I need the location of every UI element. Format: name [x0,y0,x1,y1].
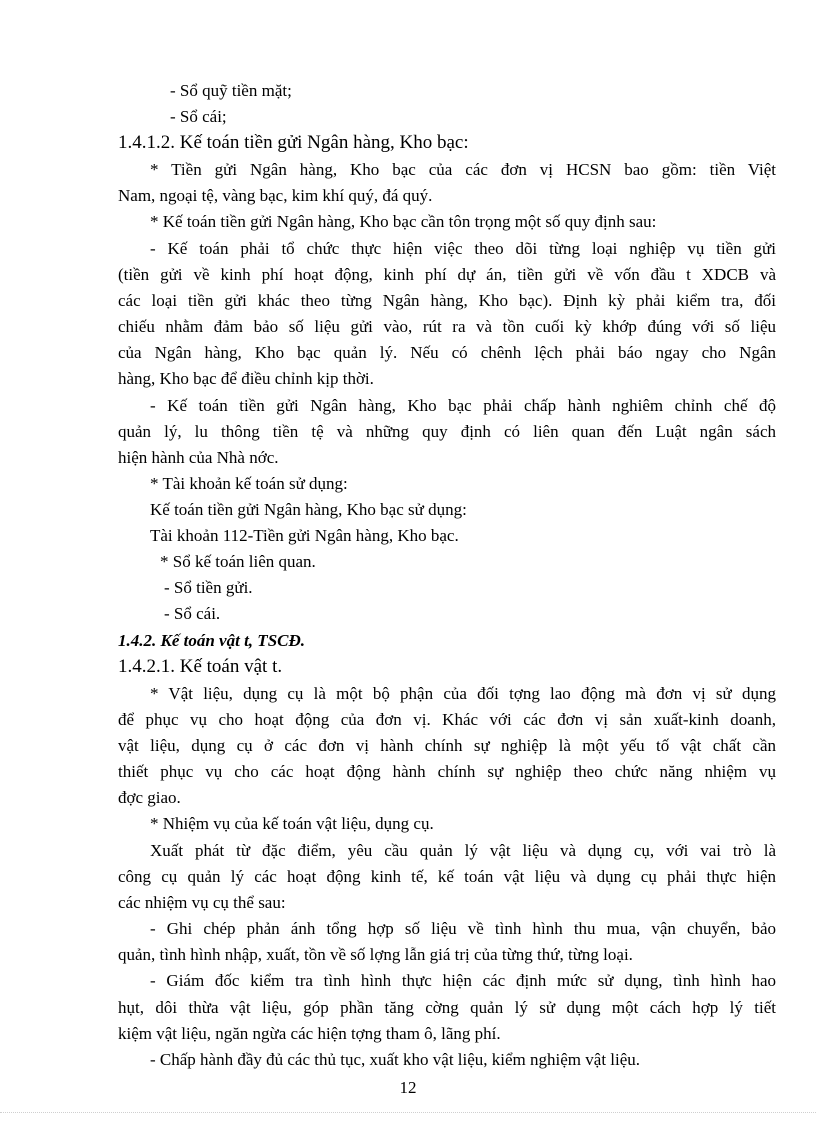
paragraph-line: chiếu nhằm đảm bảo số liệu gửi vào, rút ra và tồn cuối kỳ khớp đúng với số liệu [118,317,776,336]
paragraph-line: * Nhiệm vụ của kế toán vật liệu, dụng cụ. [150,814,434,833]
paragraph-line: kiệm vật liệu, ngăn ngừa các hiện tợng tham ô, lãng phí. [118,1024,501,1043]
paragraph-line: đợc giao. [118,788,181,807]
paragraph-line: công cụ quản lý các hoạt động kinh tế, kế toán vật liệu và dụng cụ phải thực hiện [118,867,776,886]
paragraph-line: quản lý, lu thông tiền tệ và những quy định có liên quan đến Luật ngân sách [118,422,776,441]
paragraph-line: Nam, ngoại tệ, vàng bạc, kim khí quý, đá quý. [118,186,433,205]
paragraph-line: (tiền gửi về kinh phí hoạt động, kinh phí dự án, tiền gửi về vốn đầu t XDCB và [118,265,776,284]
paragraph-line: * Tiền gửi Ngân hàng, Kho bạc của các đơn vị HCSN bao gồm: tiền Việt [150,160,776,179]
paragraph-line: - Kế toán tiền gửi Ngân hàng, Kho bạc phải chấp hành nghiêm chỉnh chế độ [150,396,776,415]
paragraph-line: quản, tình hình nhập, xuất, tồn về số lợng lẫn giá trị của từng thứ, từng loại. [118,945,633,964]
section-heading-1-4-2-1: 1.4.2.1. Kế toán vật t. [118,656,283,677]
paragraph-line: - Giám đốc kiểm tra tình hình thực hiện các định mức sử dụng, tình hình hao [150,971,776,990]
paragraph-line: thiết phục vụ cho các hoạt động hành chính sự nghiệp theo chức năng nhiệm vụ [118,762,776,781]
section-heading-1-4-2: 1.4.2. Kế toán vật t, TSCĐ. [118,631,306,650]
paragraph-line: - Ghi chép phản ánh tổng hợp số liệu về tình hình thu mua, vận chuyển, bảo [150,919,776,938]
paragraph-line: Tài khoản 112-Tiền gửi Ngân hàng, Kho bạc. [150,526,459,545]
list-item-so-cai: - Sổ cái. [164,604,221,623]
paragraph-line: vật liệu, dụng cụ ở các đơn vị hành chính sự nghiệp là một yếu tố vật chất cần [118,736,776,755]
paragraph-line: Kế toán tiền gửi Ngân hàng, Kho bạc sử dụng: [150,500,467,519]
paragraph-line: các loại tiền gửi khác theo từng Ngân hàng, Kho bạc). Định kỳ phải kiểm tra, đối [118,291,776,310]
paragraph-line: * Sổ kế toán liên quan. [160,552,316,571]
paragraph-line: Xuất phát từ đặc điểm, yêu cầu quản lý vật liệu và dụng cụ, với vai trò là [150,841,776,860]
list-item-so-tien-gui: - Sổ tiền gửi. [164,578,253,597]
page-bottom-rule [0,1112,816,1113]
page-number: 12 [399,1078,417,1097]
paragraph-line: - Chấp hành đầy đủ các thủ tục, xuất kho vật liệu, kiểm nghiệm vật liệu. [150,1050,641,1069]
paragraph-line: của Ngân hàng, Kho bạc quản lý. Nếu có chênh lệch phải báo ngay cho Ngân [118,343,776,362]
paragraph-line: hàng, Kho bạc để điều chỉnh kịp thời. [118,369,374,388]
section-heading-1-4-1-2: 1.4.1.2. Kế toán tiền gửi Ngân hàng, Kho bạc: [118,132,469,153]
paragraph-line: để phục vụ cho hoạt động của đơn vị. Khác với các đơn vị sản xuất-kinh doanh, [118,710,776,729]
list-item-so-cai: - Sổ cái; [170,107,227,126]
paragraph-line: * Kế toán tiền gửi Ngân hàng, Kho bạc cần tôn trọng một số quy định sau: [150,212,657,231]
paragraph-line: * Tài khoản kế toán sử dụng: [150,474,348,493]
paragraph-line: hiện hành của Nhà nớc. [118,448,279,467]
paragraph-line: hụt, dôi thừa vật liệu, góp phần tăng cờng quản lý sử dụng một cách hợp lý tiết [118,998,776,1017]
list-item-so-quy-tien-mat: - Sổ quỹ tiền mặt; [170,81,292,100]
paragraph-line: * Vật liệu, dụng cụ là một bộ phận của đối tợng lao động mà đơn vị sử dụng [150,684,776,703]
paragraph-line: các nhiệm vụ cụ thể sau: [118,893,286,912]
paragraph-line: - Kế toán phải tổ chức thực hiện việc theo dõi từng loại nghiệp vụ tiền gửi [150,239,776,258]
